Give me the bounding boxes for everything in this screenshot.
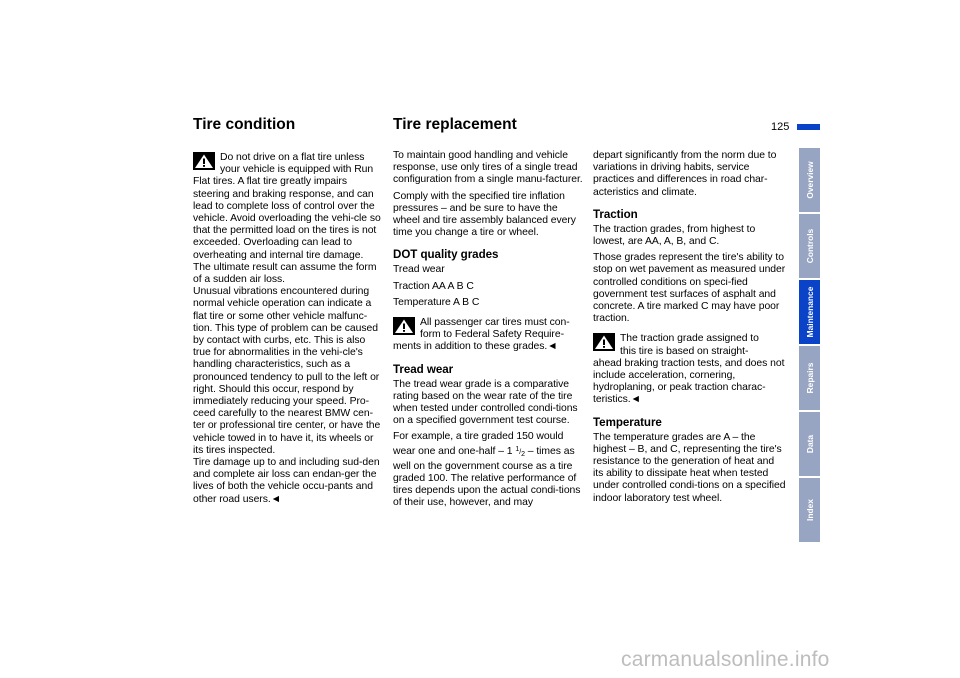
tab-label: Controls	[804, 228, 815, 264]
warning-triangle-icon	[593, 333, 615, 351]
warning-note	[193, 152, 383, 262]
paragraph: Tire damage up to and including sud-den and complete air loss can endan-ger the lives of both the vehicle occu-pants and other road users.◄	[193, 457, 380, 505]
column-tire-replacement-continued	[593, 150, 786, 509]
column-tire-replacement	[393, 150, 585, 514]
tab-maintenance[interactable]	[799, 280, 820, 344]
subheading-tread-wear: Tread wear	[393, 362, 454, 376]
tab-label: Data	[804, 434, 815, 454]
warning-text-first: The traction grade assigned to	[620, 333, 759, 345]
grade-line: Temperature A B C	[393, 296, 480, 308]
page-number-bar	[797, 124, 820, 130]
paragraph: The temperature grades are A – the highest – B, and C, representing the tire's resistance to the generation of heat and its ability to dissipate heat when tested under controlled condi-tions on a specified indoor laboratory test wheel.	[593, 431, 786, 504]
paragraph: The tread wear grade is a comparative rating based on the wear rate of the tire when tested under controlled condi-tions on a specified government test course.	[393, 378, 578, 427]
watermark: carmanualsonline.info	[621, 648, 830, 671]
warning-text-rest: your vehicle is equipped with Run Flat tires. A flat tire greatly impairs steering and braking response, and can lead to complete loss of control over the vehicle. Avoid overloading the vehi-cle so that the permitted load on the tires is not exceeded. Overloading can lead to overheating and internal tire damage.	[193, 164, 381, 261]
section-tabs	[799, 148, 820, 544]
tab-label: Repairs	[804, 362, 815, 394]
warning-triangle-icon	[393, 317, 415, 335]
tab-controls[interactable]	[799, 214, 820, 278]
paragraph: To maintain good handling and vehicle response, use only tires of a single tread configuration from a single manu-facturer.	[393, 150, 583, 186]
tab-index[interactable]	[799, 478, 820, 542]
subheading-temperature: Temperature	[593, 415, 662, 429]
warning-text-first: Do not drive on a flat tire unless	[220, 152, 365, 163]
warning-text-rest: ahead braking traction tests, and does not include acceleration, cornering, hydroplaning, or peak traction charac-teristics.◄	[593, 357, 785, 406]
tab-label: Maintenance	[804, 286, 815, 338]
grade-line: Traction AA A B C	[393, 280, 474, 292]
page-number: 125	[771, 121, 790, 133]
paragraph: Unusual vibrations encountered during normal vehicle operation can indicate a flat tire or some other vehicle malfunc-tion. This type of problem can be caused by contact with curbs, etc. This is also true for abnormalities in the vehi-cle's handling characteristics, such as a pronounced tendency to pull to the left or right. Should this occur, respond by immediately reducing your speed. Pro-ceed carefully to the nearest BMW cen-ter or professional tire center, or have the vehicle towed in to have it, its wheels or its tires inspected.	[193, 286, 381, 456]
tab-overview[interactable]	[799, 148, 820, 212]
paragraph: depart significantly from the norm due to variations in driving habits, service practices and differences in road char-acteristics and climate.	[593, 150, 777, 198]
grade-line: Tread wear	[393, 264, 445, 276]
text-run: – times as well on the government course as a tire graded 100. The relative performance of tires depends upon the actual condi-tions of their use, however, and may	[393, 445, 581, 509]
paragraph: The ultimate result can assume the form of a sudden air loss.	[193, 261, 377, 286]
subheading-dot-quality-grades: DOT quality grades	[393, 248, 499, 262]
warning-note	[593, 333, 786, 406]
tab-label: Index	[804, 499, 815, 521]
section-title-tire-replacement: Tire replacement	[393, 116, 517, 133]
warning-triangle-icon	[193, 152, 215, 170]
paragraph: Those grades represent the tire's ability to stop on wet pavement as measured under controlled conditions on speci-fied government test surfaces of asphalt and concrete. A tire marked C may have poor traction.	[593, 252, 786, 325]
warning-text-rest: ments in addition to these grades.◄	[393, 341, 558, 353]
section-title-tire-condition: Tire condition	[193, 116, 296, 133]
paragraph	[393, 431, 585, 509]
warning-text-second: this tire is based on straight-	[620, 345, 749, 357]
warning-text-second: form to Federal Safety Require-	[420, 329, 564, 341]
warning-text-first: All passenger car tires must con-	[420, 317, 570, 329]
text-run: For example, a tire graded 150 would wear one and one-half – 1	[393, 431, 564, 457]
paragraph: Comply with the specified tire inflation pressures – and be sure to have the wheel and tire assembly balanced every time you change a tire or wheel.	[393, 190, 576, 239]
paragraph: The traction grades, from highest to lowest, are AA, A, B, and C.	[593, 223, 756, 248]
subheading-traction: Traction	[593, 207, 638, 221]
tab-label: Overview	[804, 161, 815, 199]
warning-note	[393, 317, 585, 354]
column-tire-condition	[193, 150, 383, 506]
tab-data[interactable]	[799, 412, 820, 476]
tab-repairs[interactable]	[799, 346, 820, 410]
fraction-one-half: 1/2	[515, 445, 525, 458]
